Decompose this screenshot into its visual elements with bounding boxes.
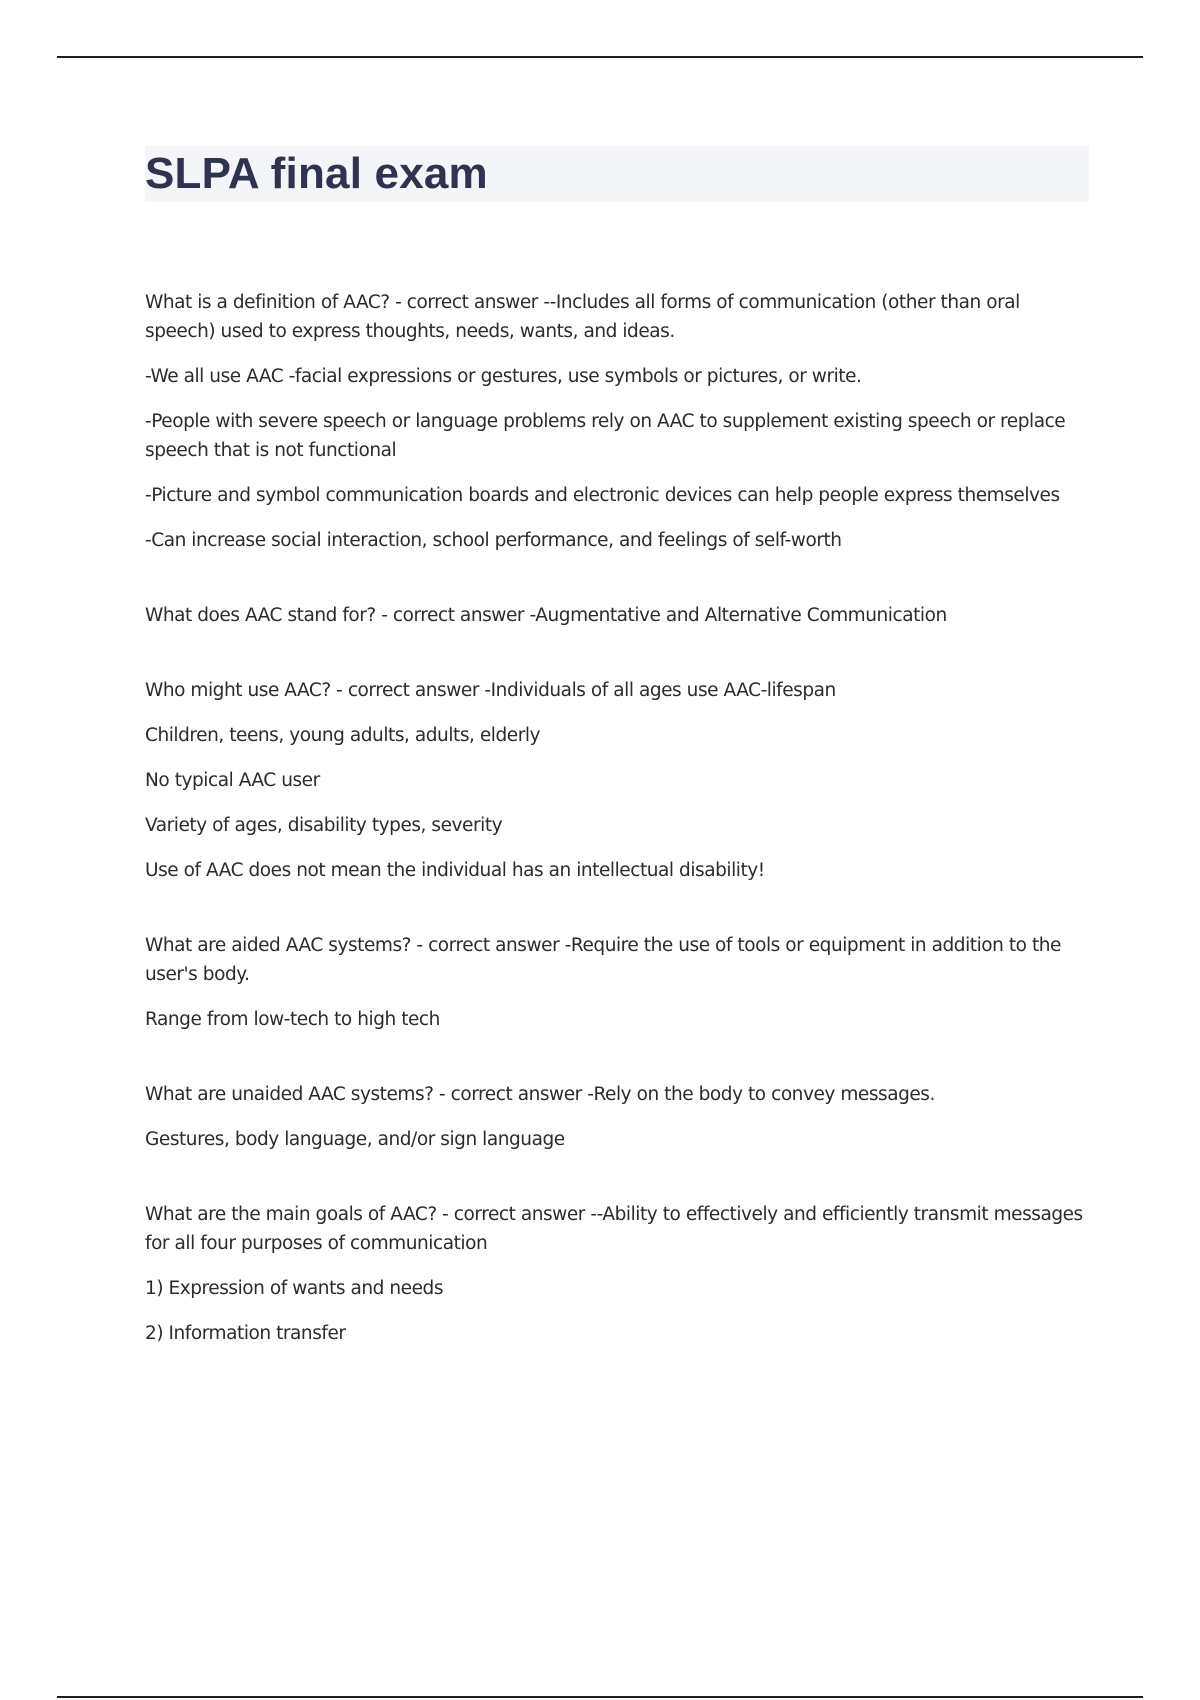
answer-paragraph: -People with severe speech or language problems rely on AAC to supplement existing speech or replace speech that is not functional (145, 411, 1066, 461)
page-title: SLPA final exam (145, 149, 488, 198)
answer-paragraph: Gestures, body language, and/or sign language (145, 1129, 565, 1150)
question-paragraph: What are aided AAC systems? - correct answer -Require the use of tools or equipment in addition to the user's body. (145, 935, 1061, 985)
qa-list (145, 288, 1089, 1348)
answer-paragraph: Variety of ages, disability types, severity (145, 815, 503, 836)
question-paragraph: Who might use AAC? - correct answer -Individuals of all ages use AAC-lifespan (145, 680, 836, 701)
question-paragraph: What are unaided AAC systems? - correct answer -Rely on the body to convey messages. (145, 1084, 935, 1105)
qa-item-unaided (145, 1080, 1089, 1154)
answer-paragraph: -Picture and symbol communication boards and electronic devices can help people express themselves (145, 485, 1060, 506)
qa-item-aided (145, 931, 1089, 1034)
question-paragraph: What does AAC stand for? - correct answer -Augmentative and Alternative Communication (145, 605, 947, 626)
answer-paragraph: Range from low-tech to high tech (145, 1009, 440, 1030)
qa-item-stand-for (145, 601, 1089, 630)
answer-paragraph: Children, teens, young adults, adults, elderly (145, 725, 541, 746)
answer-paragraph: No typical AAC user (145, 770, 320, 791)
bottom-rule (57, 1696, 1143, 1698)
qa-item-goals (145, 1200, 1089, 1348)
answer-paragraph: -We all use AAC -facial expressions or gestures, use symbols or pictures, or write. (145, 366, 862, 387)
answer-paragraph: 1) Expression of wants and needs (145, 1278, 444, 1299)
question-paragraph: What is a definition of AAC? - correct answer --Includes all forms of communication (other than oral speech) used to express thoughts, needs, wants, and ideas. (145, 292, 1020, 342)
top-rule (57, 56, 1143, 58)
page-content (145, 146, 1089, 1394)
qa-item-definition (145, 288, 1089, 555)
answer-paragraph: 2) Information transfer (145, 1323, 346, 1344)
title-bar (145, 146, 1089, 202)
question-paragraph: What are the main goals of AAC? - correct answer --Ability to effectively and efficiently transmit messages for all four purposes of communication (145, 1204, 1083, 1254)
answer-paragraph: Use of AAC does not mean the individual has an intellectual disability! (145, 860, 765, 881)
answer-paragraph: -Can increase social interaction, school performance, and feelings of self-worth (145, 530, 842, 551)
qa-item-who-uses (145, 676, 1089, 885)
